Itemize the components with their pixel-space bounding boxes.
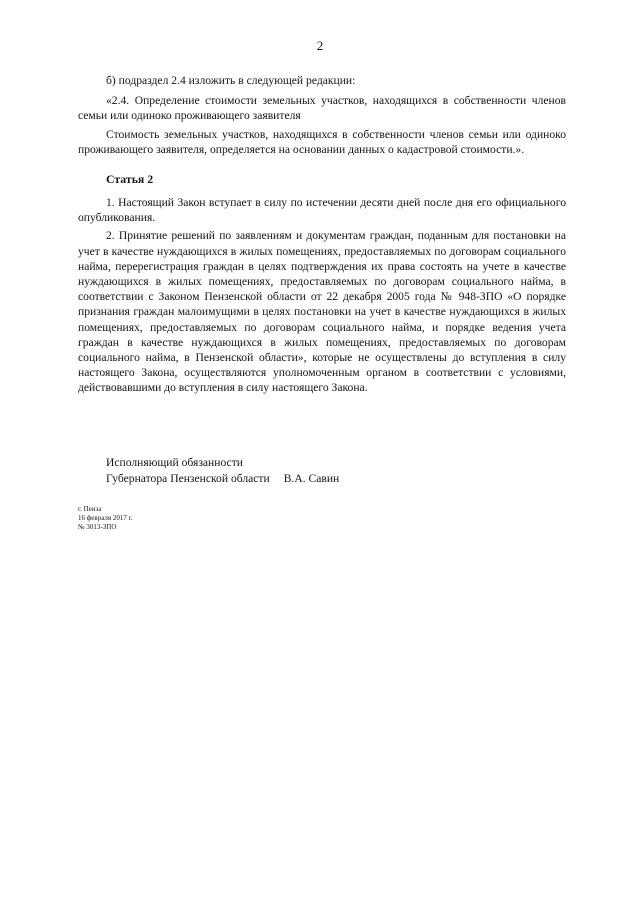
paragraph-section-2-4-title: «2.4. Определение стоимости земельных участков, находящихся в собственности членов семьи или одиноко проживающего заявителя [78,94,566,123]
signature-title-row [106,471,339,487]
document-body [78,73,566,399]
paragraph-subsection-b: б) подраздел 2.4 изложить в следующей редакции: [106,74,356,87]
footer-city: г. Пенза [78,505,102,513]
signature-title: Губернатора Пензенской области [106,472,270,485]
signature-block [106,455,339,487]
article-paragraph-1: 1. Настоящий Закон вступает в силу по истечении десяти дней после дня его официального опубликования. [78,196,566,225]
article-heading: Статья 2 [106,172,154,187]
signature-name: В.А. Савин [283,472,340,485]
footer-date: 16 февраля 2017 г. [78,514,133,522]
page-number: 2 [316,38,324,53]
article-paragraph-2: 2. Принятие решений по заявлениям и документам граждан, поданным для постановки на учет в качестве нуждающихся в жилых помещениях, предоставляемых по договорам социального найма, перерегистрация граждан в целях подтверждения их права состоять на учете в качестве нуждающихся в жилых помещениях, предоставляемых по договорам социального найма, в соответствии с Законом Пензенской области от 22 декабря 2005 года № 948-ЗПО «О порядке признания граждан малоимущими в целях постановки на учет в качестве нуждающихся в жилых помещениях, предоставляемых по договорам социального найма, и порядке ведения учета граждан в качестве нуждающихся в жилых помещениях, предоставляемых по договорам социального найма, в Пензенской области», которые не осуществлены до вступления в силу настоящего Закона, осуществляются уполномоченным органом в соответствии с условиями, действовавшими до вступления в силу настоящего Закона. [78,229,566,395]
paragraph-land-value: Стоимость земельных участков, находящихся в собственности членов семьи или одиноко проживающего заявителя, определяется на основании данных о кадастровой стоимости.». [78,127,566,156]
footer-number: № 3013-ЗПО [78,523,117,531]
document-footer [78,505,132,532]
signature-position: Исполняющий обязанности [106,456,243,469]
